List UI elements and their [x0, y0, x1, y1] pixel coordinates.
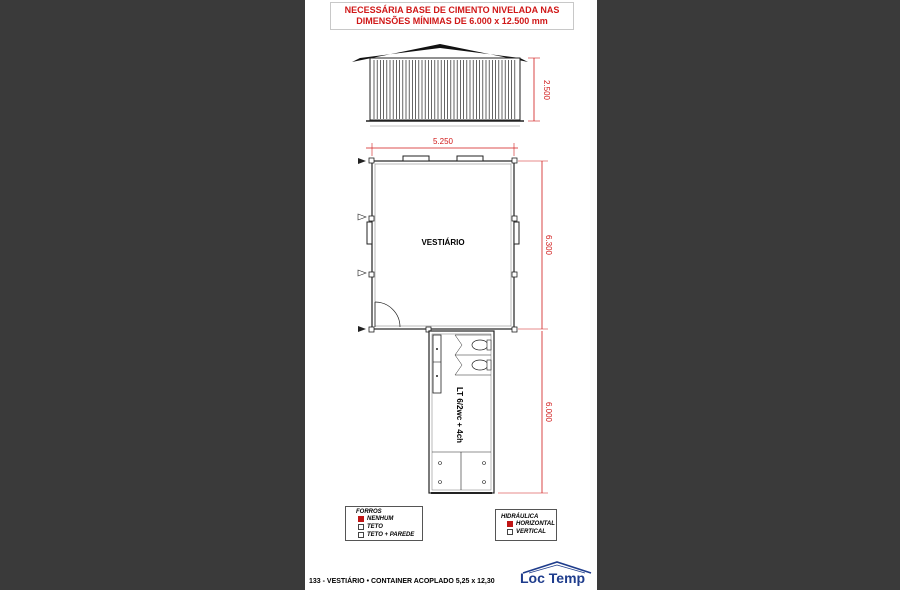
room-label-vestiario: VESTIÁRIO — [421, 238, 465, 247]
checkbox-icon — [358, 524, 364, 530]
arrow-icon — [358, 270, 366, 276]
window-right — [514, 222, 519, 244]
room-depth-dimension — [518, 161, 553, 329]
window-left — [367, 222, 372, 244]
checkbox-icon — [507, 529, 513, 535]
legend-forros-title: FORROS — [356, 509, 382, 515]
checkbox-icon — [507, 521, 513, 527]
legend-option-teto-parede: TETO + PAREDE — [358, 532, 414, 538]
checkbox-icon — [358, 532, 364, 538]
legend-hidraulica-title: HIDRÁULICA — [501, 514, 539, 520]
lavatory — [433, 335, 441, 393]
checkbox-icon — [358, 516, 364, 522]
legend-option-nenhum: NENHUM — [358, 516, 393, 522]
legend-forros — [345, 506, 423, 541]
window-top-left — [403, 156, 429, 161]
width-dimension — [366, 137, 518, 156]
title-line-1: NECESSÁRIA BASE DE CIMENTO NIVELADA NAS — [344, 5, 560, 15]
wc-depth-dimension — [498, 331, 553, 493]
room-label-wc: LT 6/2wc + 4ch — [455, 386, 464, 444]
legend-option-teto: TETO — [358, 524, 383, 530]
drawing-caption: 133 - VESTIÁRIO • CONTAINER ACOPLADO 5,25 x 12,30 — [309, 578, 495, 585]
wc-container — [429, 331, 494, 493]
height-label: 2.500 — [542, 79, 551, 101]
elevation-wall — [370, 58, 520, 120]
title-line-2: DIMENSÕES MÍNIMAS DE 6.000 x 12.500 mm — [356, 16, 548, 26]
legend-option-vertical: VERTICAL — [507, 529, 546, 535]
legend-option-horizontal: HORIZONTAL — [507, 521, 555, 527]
arrow-icon — [358, 326, 366, 332]
room-depth-label: 6.300 — [544, 234, 553, 256]
connection-markers — [358, 158, 366, 332]
elevation-view — [352, 44, 528, 126]
wc-depth-label: 6.000 — [544, 401, 553, 423]
logo-text: Loc Temp — [520, 570, 586, 586]
arrow-icon — [358, 214, 366, 220]
legend-hidraulica — [495, 509, 557, 541]
main-room — [367, 156, 519, 332]
width-label: 5.250 — [432, 137, 454, 146]
logo — [517, 560, 595, 588]
arrow-icon — [358, 158, 366, 164]
height-dimension — [528, 58, 551, 121]
window-top-right — [457, 156, 483, 161]
